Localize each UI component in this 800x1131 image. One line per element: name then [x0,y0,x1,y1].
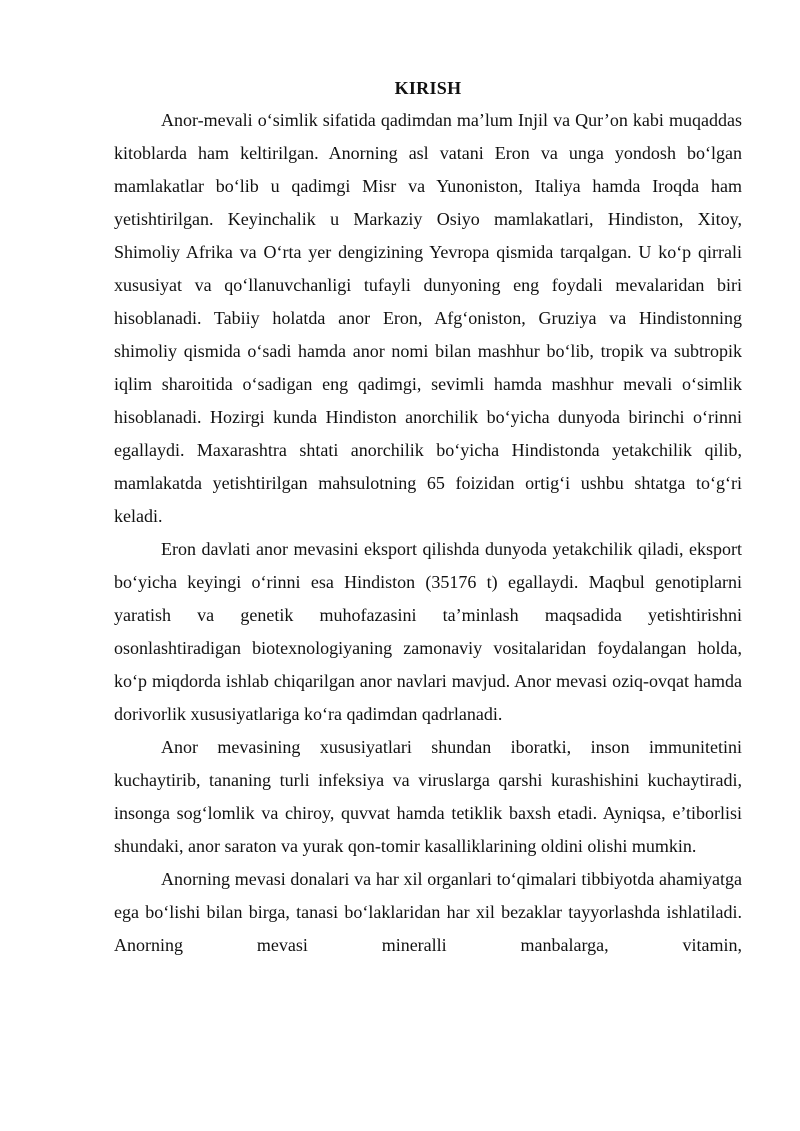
paragraph: Eron davlati anor mevasini eksport qilishda dunyoda yetakchilik qiladi, eksport bo‘yicha keyingi o‘rinni esa Hindiston (35176 t) egallaydi. Maqbul genotiplarni yaratish va genetik muhofazasini ta’minlash maqsadida yetishtirishni osonlashtiradigan biotexnologiyaning zamonaviy vositalaridan foydalangan holda, ko‘p miqdorda ishlab chiqarilgan anor navlari mavjud. Anor mevasi oziq-ovqat hamda dorivorlik xususiyatlariga ko‘ra qadimdan qadrlanadi. [114,539,742,724]
document-title: KIRISH [394,78,462,98]
paragraph: Anor mevasining xususiyatlari shundan iboratki, inson immunitetini kuchaytirib, tananing turli infeksiya va viruslarga qarshi kurashishini kuchaytiradi, insonga sog‘lomlik va chiroy, quvvat hamda tetiklik baxsh etadi. Ayniqsa, e’tiborlisi shundaki, anor saraton va yurak qon-tomir kasalliklarining oldini olishi mumkin. [114,737,742,856]
paragraph: Anorning mevasi donalari va har xil organlari to‘qimalari tibbiyotda ahamiyatga ega bo‘lishi bilan birga, tanasi bo‘laklaridan har xil bezaklar tayyorlashda ishlatiladi. Anorning mevasi mineralli manbalarga, vitamin, [114,869,742,955]
document-page [114,74,742,962]
paragraph: Anor-mevali o‘simlik sifatida qadimdan ma’lum Injil va Qur’on kabi muqaddas kitoblarda ham keltirilgan. Anorning asl vatani Eron va unga yondosh bo‘lgan mamlakatlar bo‘lib u qadimgi Misr va Yunoniston, Italiya hamda Iroqda ham yetishtirilgan. Keyinchalik u Markaziy Osiyo mamlakatlari, Hindiston, Xitoy, Shimoliy Afrika va O‘rta yer dengizining Yevropa qismida tarqalgan. U ko‘p qirrali xususiyat va qo‘llanuvchanligi tufayli dunyoning eng foydali mevalaridan biri hisoblanadi. Tabiiy holatda anor Eron, Afg‘oniston, Gruziya va Hindistonning shimoliy qismida o‘sadi hamda anor nomi bilan mashhur bo‘lib, tropik va subtropik iqlim sharoitida o‘sadigan eng qadimgi, sevimli hamda mashhur mevali o‘simlik hisoblanadi. Hozirgi kunda Hindiston anorchilik bo‘yicha dunyoda birinchi o‘rinni egallaydi. Maxarashtra shtati anorchilik bo‘yicha Hindistonda yetakchilik qilib, mamlakatda yetishtirilgan mahsulotning 65 foizidan ortig‘i ushbu shtatga to‘g‘ri keladi. [114,110,742,526]
